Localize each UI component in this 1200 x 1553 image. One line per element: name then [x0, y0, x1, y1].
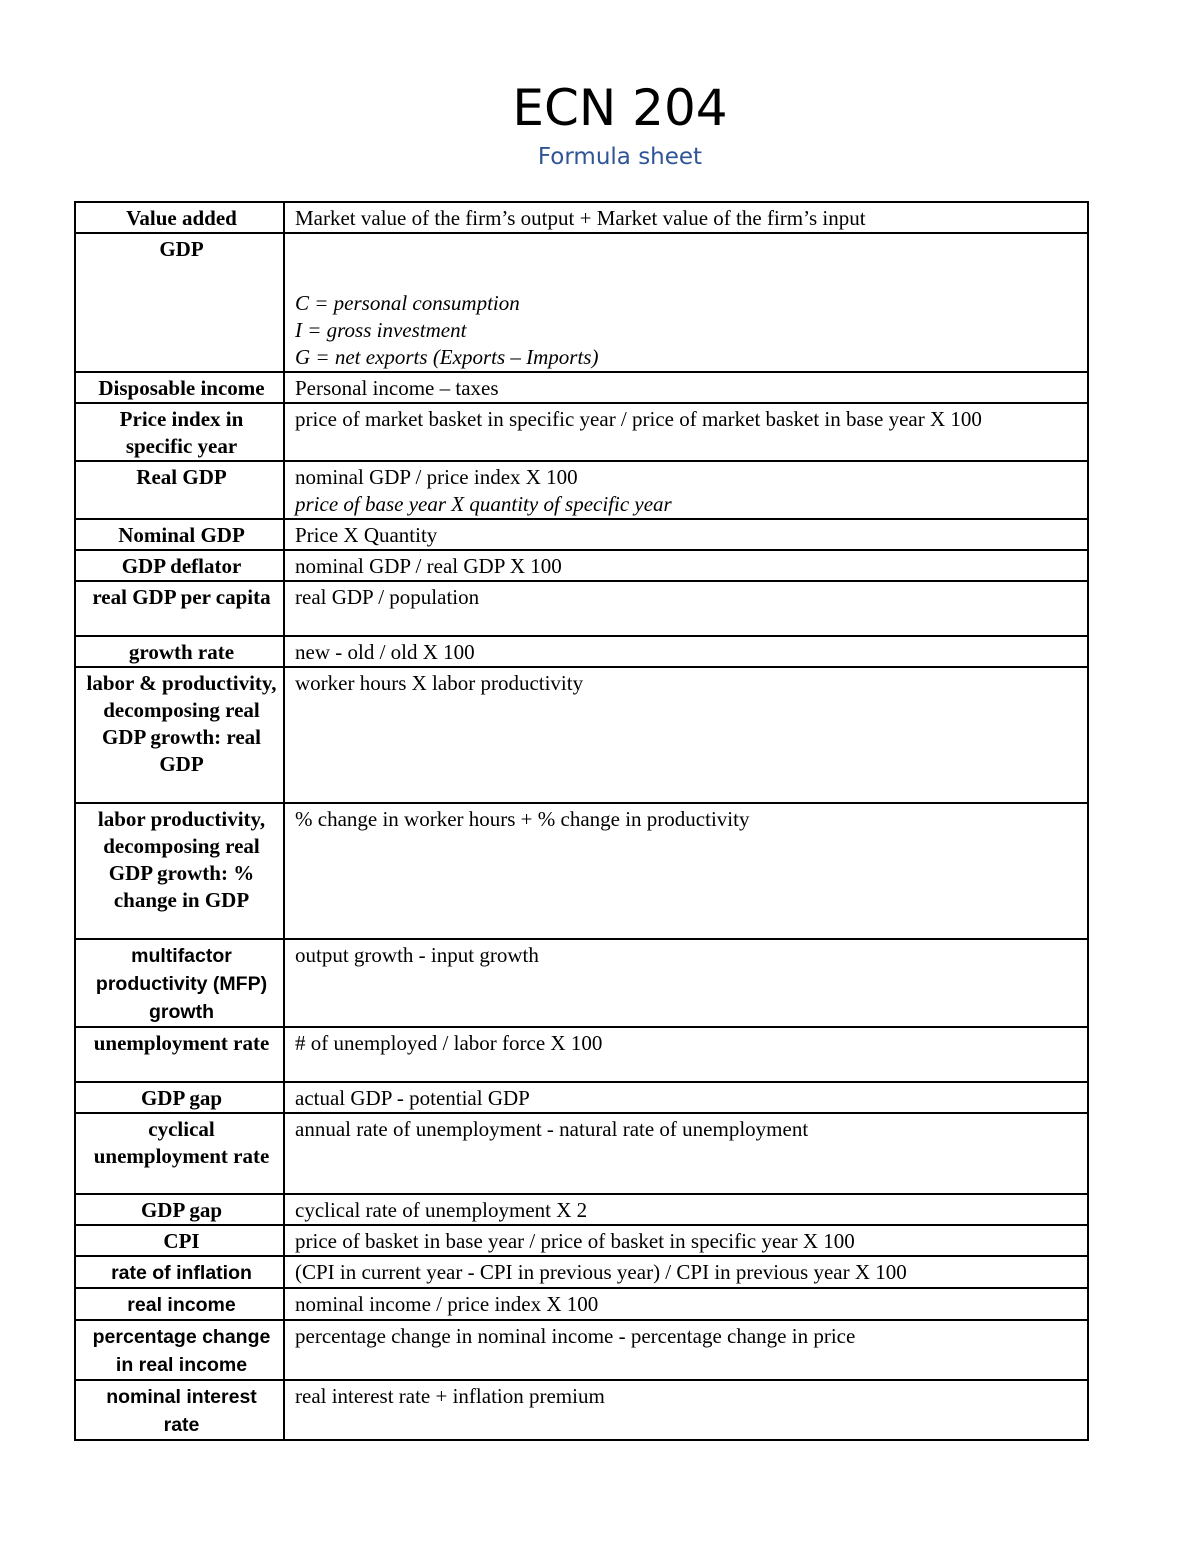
formula-term: growth rate — [75, 636, 284, 667]
formula-row — [75, 1288, 1088, 1320]
formula-term: nominal interest rate — [75, 1380, 284, 1440]
formula-line: percentage change in nominal income - percentage change in price — [295, 1324, 856, 1348]
formula-definition — [284, 1027, 1088, 1082]
formula-definition — [284, 1113, 1088, 1194]
formula-line: G = net exports (Exports – Imports) — [295, 345, 599, 369]
formula-definition — [284, 233, 1088, 372]
formula-definition — [284, 667, 1088, 803]
formula-line: % change in worker hours + % change in productivity — [295, 807, 750, 831]
formula-row — [75, 1225, 1088, 1256]
formula-line: annual rate of unemployment - natural rate of unemployment — [295, 1117, 809, 1141]
formula-term: GDP deflator — [75, 550, 284, 581]
formula-row — [75, 803, 1088, 939]
formula-definition — [284, 1380, 1088, 1440]
formula-definition — [284, 1320, 1088, 1380]
formula-term: GDP — [75, 233, 284, 372]
formula-term: Value added — [75, 202, 284, 233]
formula-term: GDP gap — [75, 1082, 284, 1113]
formula-term: Price index in specific year — [75, 403, 284, 461]
formula-definition — [284, 1288, 1088, 1320]
formula-row — [75, 461, 1088, 519]
formula-term: GDP gap — [75, 1194, 284, 1225]
formula-line: nominal GDP / real GDP X 100 — [295, 554, 562, 578]
formula-row — [75, 550, 1088, 581]
formula-term: real GDP per capita — [75, 581, 284, 636]
formula-line: C = personal consumption — [295, 291, 520, 315]
formula-line: price of market basket in specific year / price of market basket in base year X 100 — [295, 407, 982, 431]
formula-line — [295, 263, 1081, 290]
formula-table-body — [75, 202, 1088, 1440]
formula-term: percentage change in real income — [75, 1320, 284, 1380]
formula-line: (CPI in current year - CPI in previous year) / CPI in previous year X 100 — [295, 1260, 907, 1284]
formula-row — [75, 1194, 1088, 1225]
formula-term: cyclical unemployment rate — [75, 1113, 284, 1194]
formula-row — [75, 1380, 1088, 1440]
formula-row — [75, 403, 1088, 461]
formula-term: labor & productivity, decomposing real GDP growth: real GDP — [75, 667, 284, 803]
formula-row — [75, 1027, 1088, 1082]
formula-row — [75, 636, 1088, 667]
formula-definition — [284, 939, 1088, 1027]
formula-row — [75, 372, 1088, 403]
formula-definition — [284, 636, 1088, 667]
formula-definition — [284, 403, 1088, 461]
formula-definition — [284, 803, 1088, 939]
formula-definition — [284, 372, 1088, 403]
formula-definition — [284, 581, 1088, 636]
formula-term: Disposable income — [75, 372, 284, 403]
formula-line: price of basket in base year / price of basket in specific year X 100 — [295, 1229, 855, 1253]
formula-table — [74, 201, 1089, 1441]
formula-line: price of base year X quantity of specific year — [295, 492, 672, 516]
formula-line: nominal income / price index X 100 — [295, 1292, 599, 1316]
formula-line: actual GDP - potential GDP — [295, 1086, 530, 1110]
formula-line: worker hours X labor productivity — [295, 671, 584, 695]
formula-line: cyclical rate of unemployment X 2 — [295, 1198, 588, 1222]
formula-term: unemployment rate — [75, 1027, 284, 1082]
formula-line: # of unemployed / labor force X 100 — [295, 1031, 603, 1055]
formula-row — [75, 1320, 1088, 1380]
formula-line: new - old / old X 100 — [295, 640, 475, 664]
formula-definition — [284, 1256, 1088, 1288]
formula-line: real GDP / population — [295, 585, 480, 609]
formula-row — [75, 939, 1088, 1027]
formula-line: real interest rate + inflation premium — [295, 1384, 605, 1408]
formula-term: labor productivity, decomposing real GDP growth: % change in GDP — [75, 803, 284, 939]
formula-line: output growth - input growth — [295, 943, 539, 967]
formula-definition — [284, 1082, 1088, 1113]
formula-row — [75, 1113, 1088, 1194]
formula-definition — [284, 550, 1088, 581]
formula-line — [295, 236, 1081, 263]
formula-line: nominal GDP / price index X 100 — [295, 465, 578, 489]
formula-row — [75, 581, 1088, 636]
formula-definition — [284, 1225, 1088, 1256]
page-subtitle: Formula sheet — [537, 144, 703, 170]
formula-definition — [284, 461, 1088, 519]
formula-row — [75, 1082, 1088, 1113]
formula-term: rate of inflation — [75, 1256, 284, 1288]
formula-term: CPI — [75, 1225, 284, 1256]
formula-definition — [284, 202, 1088, 233]
formula-term: Nominal GDP — [75, 519, 284, 550]
formula-row — [75, 202, 1088, 233]
formula-row — [75, 667, 1088, 803]
formula-line: Market value of the firm’s output + Market value of the firm’s input — [295, 206, 866, 230]
formula-line: I = gross investment — [295, 318, 467, 342]
formula-line: Personal income – taxes — [295, 376, 499, 400]
page-title: ECN 204 — [512, 79, 728, 137]
formula-line: Price X Quantity — [295, 523, 438, 547]
formula-definition — [284, 1194, 1088, 1225]
formula-term: multifactor productivity (MFP) growth — [75, 939, 284, 1027]
formula-row — [75, 233, 1088, 372]
formula-definition — [284, 519, 1088, 550]
formula-term: Real GDP — [75, 461, 284, 519]
formula-term: real income — [75, 1288, 284, 1320]
formula-row — [75, 1256, 1088, 1288]
formula-row — [75, 519, 1088, 550]
